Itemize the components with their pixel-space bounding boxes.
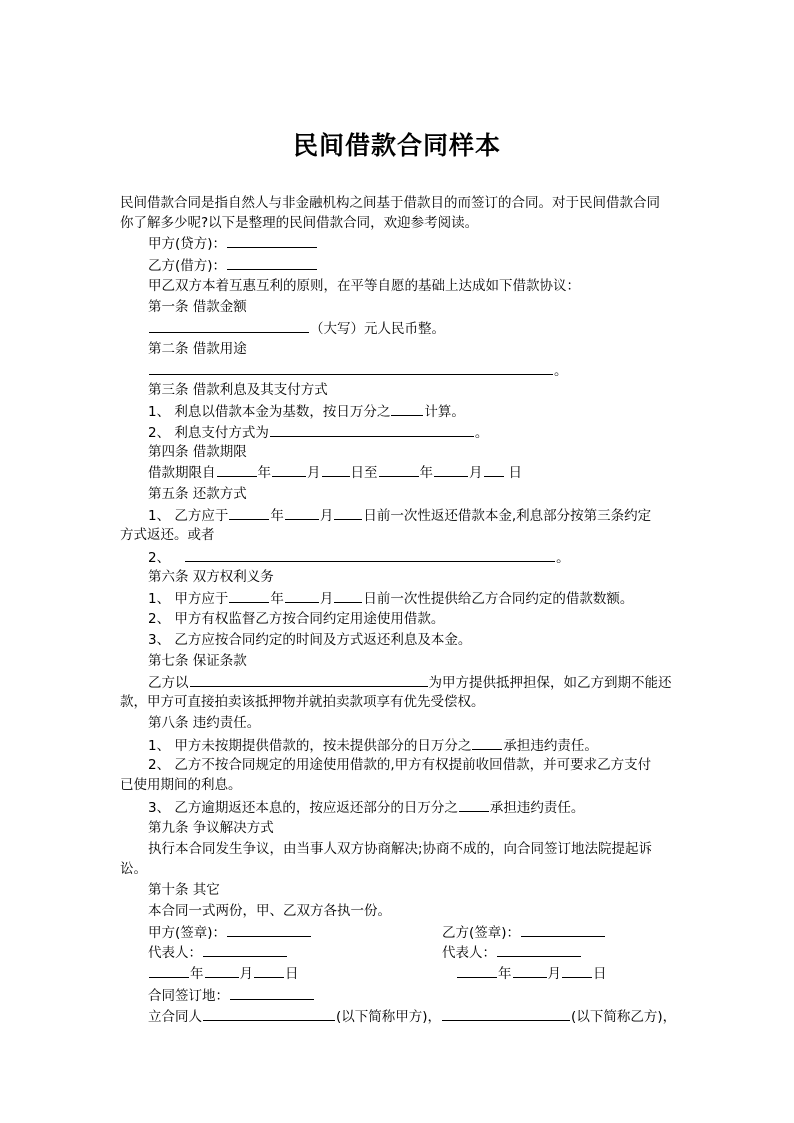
document-title: 民间借款合同样本 xyxy=(292,131,501,160)
rep-b-line xyxy=(442,942,582,963)
item-2-label: 2、 xyxy=(148,550,171,566)
year-label: 年 xyxy=(257,465,271,481)
closing-party-a-blank xyxy=(203,1006,335,1021)
year-label: 年 xyxy=(190,966,204,982)
place-line xyxy=(148,985,315,1006)
article-9-title: 第九条 争议解决方式 xyxy=(148,820,274,836)
collateral-blank xyxy=(190,672,428,687)
sign-b-label: 乙方(签章)： xyxy=(442,925,521,941)
party-a-label: 甲方(贷方)： xyxy=(148,236,227,252)
day-label: 日 xyxy=(285,966,299,982)
repay-day-blank xyxy=(334,505,362,520)
article-3-item-1 xyxy=(148,401,465,422)
article-10-title: 第十条 其它 xyxy=(148,882,220,898)
closing-label: 立合同人 xyxy=(148,1009,202,1025)
article-2-text xyxy=(148,360,568,381)
date-b-line xyxy=(456,963,607,984)
payment-method-label: 2、 利息支付方式为 xyxy=(148,425,269,441)
collateral-label: 乙方以 xyxy=(148,675,189,691)
repay-alt-blank xyxy=(185,547,555,562)
article-5-title: 第五条 还款方式 xyxy=(148,486,247,502)
article-8-item-2: 2、 乙方不按合同规定的用途使用借款的,甲方有权提前收回借款，并可要求乙方支付 xyxy=(148,757,652,773)
breach-a-suffix: 承担违约责任。 xyxy=(503,738,598,754)
rep-b-blank xyxy=(497,942,581,957)
repay-year-blank xyxy=(229,505,269,520)
article-7-text-cont: 款，甲方可直接拍卖该抵押物并就拍卖款项享有优先受偿权。 xyxy=(120,694,485,710)
collateral-text: 为甲方提供抵押担保，如乙方到期不能还 xyxy=(428,675,672,691)
month-label: 月 xyxy=(239,966,253,982)
intro-line-1: 民间借款合同是指自然人与非金融机构之间基于借款目的而签订的合同。对于民间借款合同 xyxy=(120,195,660,211)
purpose-blank xyxy=(149,360,553,375)
article-6-item-2: 2、 甲方有权监督乙方按合同约定用途使用借款。 xyxy=(148,611,445,627)
provide-text: 日前一次性提供给乙方合同约定的借款数额。 xyxy=(363,591,634,607)
term-start-day-blank xyxy=(322,462,350,477)
sign-b-line xyxy=(442,922,606,943)
article-3-item-2 xyxy=(148,422,488,443)
term-to-label: 日至 xyxy=(350,465,378,481)
party-b-blank xyxy=(227,255,317,270)
article-5-item-2 xyxy=(148,547,570,568)
provide-year-blank xyxy=(229,588,269,603)
year-label: 年 xyxy=(419,465,433,481)
article-6-title: 第六条 双方权利义务 xyxy=(148,569,274,585)
place-blank xyxy=(230,985,314,1000)
article-8-item-2-cont: 已使用期间的利息。 xyxy=(120,777,242,793)
closing-line xyxy=(148,1006,676,1027)
breach-a-label: 1、 甲方未按期提供借款的，按未提供部分的日万分之 xyxy=(148,738,472,754)
place-label: 合同签订地： xyxy=(148,988,229,1004)
date-b-year-blank xyxy=(457,963,497,978)
month-label: 月 xyxy=(469,465,483,481)
year-label: 年 xyxy=(270,508,284,524)
article-1-text xyxy=(148,318,445,339)
date-a-year-blank xyxy=(149,963,189,978)
rep-a-label: 代表人： xyxy=(148,945,202,961)
closing-party-a-text: (以下简称甲方)， xyxy=(336,1009,442,1025)
amount-suffix: （大写）元人民币整。 xyxy=(310,321,445,337)
term-end-month-blank xyxy=(434,462,468,477)
date-a-month-blank xyxy=(205,963,239,978)
article-8-title: 第八条 违约责任。 xyxy=(148,715,261,731)
provide-month-blank xyxy=(285,588,319,603)
article-9-text: 执行本合同发生争议，由当事人双方协商解决;协商不成的，向合同签订地法院提起诉 xyxy=(148,841,653,857)
rep-b-label: 代表人： xyxy=(442,945,496,961)
party-b-line xyxy=(148,255,318,276)
sign-a-blank xyxy=(227,922,311,937)
period: 。 xyxy=(556,550,570,566)
repay-month-blank xyxy=(285,505,319,520)
payment-method-blank xyxy=(270,422,474,437)
article-8-item-1 xyxy=(148,735,598,756)
breach-b-rate-blank xyxy=(459,797,489,812)
sign-a-label: 甲方(签章)： xyxy=(148,925,227,941)
article-7-text xyxy=(148,672,672,693)
date-a-line xyxy=(148,963,299,984)
closing-party-b-text: (以下简称乙方)， xyxy=(571,1009,677,1025)
interest-rate-label: 1、 利息以借款本金为基数，按日万分之 xyxy=(148,404,391,420)
date-b-day-blank xyxy=(562,963,592,978)
article-10-text: 本合同一式两份，甲、乙双方各执一份。 xyxy=(148,903,391,919)
party-b-label: 乙方(借方)： xyxy=(148,258,227,274)
article-1-title: 第一条 借款金额 xyxy=(148,299,247,315)
day-label: 日 xyxy=(593,966,607,982)
article-3-title: 第三条 借款利息及其支付方式 xyxy=(148,382,328,398)
date-a-day-blank xyxy=(254,963,284,978)
article-9-text-cont: 讼。 xyxy=(120,861,147,877)
party-a-line xyxy=(148,233,318,254)
breach-a-rate-blank xyxy=(472,735,502,750)
amount-blank xyxy=(149,318,309,333)
day-label: 日 xyxy=(508,465,522,481)
preamble: 甲乙双方本着互惠互利的原则，在平等自愿的基础上达成如下借款协议： xyxy=(148,278,580,294)
provide-day-blank xyxy=(334,588,362,603)
month-label: 月 xyxy=(547,966,561,982)
year-label: 年 xyxy=(498,966,512,982)
term-label: 借款期限自 xyxy=(148,465,216,481)
article-4-text xyxy=(148,462,522,483)
breach-b-label: 3、 乙方逾期返还本息的，按应返还部分的日万分之 xyxy=(148,800,458,816)
period: 。 xyxy=(474,425,489,441)
provide-label: 1、 甲方应于 xyxy=(148,591,229,607)
term-end-day-blank xyxy=(484,462,504,477)
sign-a-line xyxy=(148,922,312,943)
article-5-item-1-cont: 方式返还。或者 xyxy=(120,527,215,543)
month-label: 月 xyxy=(319,508,334,524)
rep-a-line xyxy=(148,942,288,963)
interest-rate-suffix: 计算。 xyxy=(424,404,465,420)
repay-label: 1、 乙方应于 xyxy=(148,508,229,524)
article-7-title: 第七条 保证条款 xyxy=(148,653,247,669)
party-a-blank xyxy=(227,233,317,248)
article-8-item-3 xyxy=(148,797,584,818)
term-start-year-blank xyxy=(217,462,257,477)
article-6-item-3: 3、 乙方应按合同约定的时间及方式返还利息及本金。 xyxy=(148,632,472,648)
date-b-month-blank xyxy=(513,963,547,978)
article-4-title: 第四条 借款期限 xyxy=(148,444,247,460)
year-label: 年 xyxy=(270,591,284,607)
article-5-item-1 xyxy=(148,505,651,526)
repay-text: 日前一次性返还借款本金,利息部分按第三条约定 xyxy=(363,508,652,524)
sign-b-blank xyxy=(521,922,605,937)
month-label: 月 xyxy=(319,591,334,607)
closing-party-b-blank xyxy=(442,1006,570,1021)
intro-line-2: 你了解多少呢?以下是整理的民间借款合同，欢迎参考阅读。 xyxy=(120,215,479,231)
term-end-year-blank xyxy=(379,462,419,477)
breach-b-suffix: 承担违约责任。 xyxy=(489,800,585,816)
month-label: 月 xyxy=(307,465,321,481)
article-6-item-1 xyxy=(148,588,633,609)
term-start-month-blank xyxy=(272,462,306,477)
rep-a-blank xyxy=(203,942,287,957)
article-2-title: 第二条 借款用途 xyxy=(148,341,247,357)
interest-rate-blank xyxy=(391,401,423,416)
period: 。 xyxy=(554,363,568,379)
